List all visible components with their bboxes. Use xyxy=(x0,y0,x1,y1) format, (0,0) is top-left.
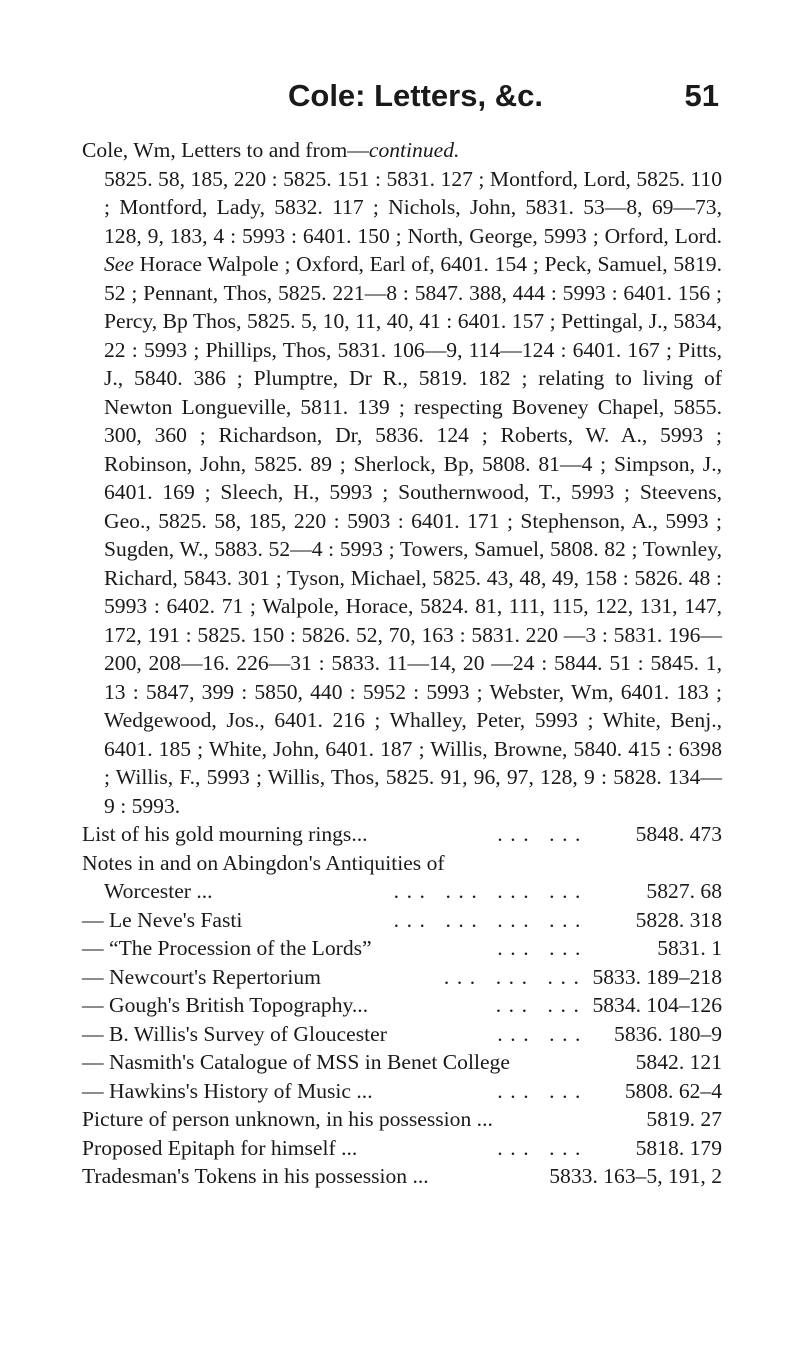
list-item-label: List of his gold mourning rings... xyxy=(82,822,368,846)
leader-dots: ... ... xyxy=(495,993,587,1017)
leader-dots: ... ... ... ... xyxy=(393,879,588,903)
list-item-ref: 5836. 180–9 xyxy=(614,1021,722,1046)
list-item-label: — Hawkins's History of Music ... xyxy=(82,1078,373,1103)
list-item-label: — Nasmith's Catalogue of MSS in Benet College xyxy=(82,1050,510,1074)
list-item-ref: 5828. 318 xyxy=(635,907,722,932)
list-item-ref: 5818. 179 xyxy=(635,1135,722,1160)
leader-dots: ... ... xyxy=(497,1021,588,1046)
paragraph-part-2: Horace Walpole ; Oxford, Earl of, 6401. 154 ; Peck, Samuel, 5819. 52 ; Pennant, Thos, 5825. 221—8 : 5847. 388, 444 : 5993 : 6401. 156 ; Percy, Bp Thos, 5825. 5, 10, 11, 40, 41 : 6401. 157 ; Pettingal, J., 5834, 22 : 5993 ; Phillips, Thos, 5831. 106—9, 114—124 : 6401. 167 ; Pitts, J., 5840. 386 ; Plumptre, Dr R., 5819. 182 ; relating to living of Newton Longueville, 5811. 139 ; respecting Boveney Chapel, 5855. 300, 360 ; Richardson, Dr, 5836. 124 ; Roberts, W. A., 5993 ; Robinson, John, 5825. 89 ; Sherlock, Bp, 5808. 81—4 ; Simpson, J., 6401. 169 ; Sleech, H., 5993 ; Southernwood, T., 5993 ; Steevens, Geo., 5825. 58, 185, 220 : 5903 : 6401. 171 ; Stephenson, A., 5993 ; Sugden, W., 5883. 52—4 : 5993 ; Towers, Samuel, 5808. 82 ; Townley, Richard, 5843. 301 ; Tyson, Michael, 5825. 43, 48, 49, 158 : 5826. 48 : 5993 : 6402. 71 ; Walpole, Horace, 5824. 81, 111, 115, 122, 131, 147, 172, 191 : 5825. 150 : 5826. 52, 70, 163 : 5831. 220 —3 : 5831. 196—200, 208—16. 226—31 : 5833. 11—14, 20 —24 : 5844. 51 : 5845. 1, 13 : 5847, 399 : 5850, 440 : 5952 : 5993 ; Webster, Wm, 6401. 183 ; Wedgewood, Jos., 6401. 216 ; Whalley, Peter, 5993 ; White, Benj., 6401. 185 ; White, John, 6401. 187 ; Willis, Browne, 5840. 415 : 6398 ; Willis, F., 5993 ; Willis, Thos, 5825. 91, 96, 97, 128, 9 : 5828. 134— 9 : 5993. xyxy=(104,252,722,818)
list-item xyxy=(82,1162,722,1191)
list-item-label: — “The Procession of the Lords” xyxy=(82,936,372,960)
list-item xyxy=(82,1020,722,1049)
list-item-ref: 5848. 473 xyxy=(635,822,722,846)
entry-heading-continued: continued. xyxy=(368,138,460,162)
leader-dots: ... ... ... ... xyxy=(393,907,588,932)
list-item xyxy=(82,963,722,992)
list-item-label: Tradesman's Tokens in his possession ... xyxy=(82,1164,429,1188)
see-reference: See xyxy=(104,252,134,276)
list-item xyxy=(82,1077,722,1106)
list-item-label: — Le Neve's Fasti xyxy=(82,907,243,932)
correspondent-paragraph xyxy=(82,165,722,821)
leader-dots: ... ... ... xyxy=(443,964,587,989)
list-item-label: Proposed Epitaph for himself ... xyxy=(82,1135,358,1160)
sub-entry-list xyxy=(82,820,722,1191)
leader-dots: ... ... xyxy=(497,936,588,960)
page-number: 51 xyxy=(684,78,719,113)
leader-dots: ... ... xyxy=(497,1135,588,1160)
list-item-ref: 5808. 62–4 xyxy=(624,1078,722,1103)
list-item xyxy=(82,1105,722,1134)
list-item-ref: 5831. 1 xyxy=(657,936,722,960)
list-item-label: Worcester ... xyxy=(104,879,213,903)
list-item-ref: 5833. 189–218 xyxy=(592,964,722,989)
list-item-label: — B. Willis's Survey of Gloucester xyxy=(82,1021,387,1046)
list-item xyxy=(82,820,722,849)
paragraph-part-1: 5825. 58, 185, 220 : 5825. 151 : 5831. 127 ; Montford, Lord, 5825. 110 ; Montford, Lady, 5832. 117 ; Nichols, John, 5831. 53—8, 69—73, 128, 9, 183, 4 : 5993 : 6401. 150 ; North, George, 5993 ; Orford, Lord. xyxy=(104,166,722,248)
list-item xyxy=(82,991,722,1020)
list-item xyxy=(82,877,722,906)
list-item-ref: 5833. 163–5, 191, 2 xyxy=(549,1164,722,1188)
leader-dots: ... ... xyxy=(497,822,588,846)
list-item-ref: 5842. 121 xyxy=(635,1050,722,1074)
list-item-ref: 5827. 68 xyxy=(646,879,722,903)
index-body xyxy=(82,136,722,1191)
list-item-label: — Newcourt's Repertorium xyxy=(82,964,321,989)
list-item xyxy=(82,906,722,935)
running-head xyxy=(0,78,800,118)
entry-heading xyxy=(82,136,722,165)
list-item-label: Picture of person unknown, in his possession ... xyxy=(82,1107,493,1131)
running-title: Cole: Letters, &c. xyxy=(288,78,543,113)
list-item xyxy=(82,1048,722,1077)
list-item-label: Notes in and on Abingdon's Antiquities of xyxy=(82,850,445,875)
list-item xyxy=(82,849,722,878)
list-item xyxy=(82,934,722,963)
leader-dots: ... ... xyxy=(497,1078,588,1103)
list-item-label: — Gough's British Topography... xyxy=(82,993,369,1017)
list-item xyxy=(82,1134,722,1163)
list-item-ref: 5819. 27 xyxy=(646,1107,722,1131)
list-item-ref: 5834. 104–126 xyxy=(592,993,722,1017)
entry-heading-main: Cole, Wm, Letters to and from— xyxy=(82,138,369,162)
